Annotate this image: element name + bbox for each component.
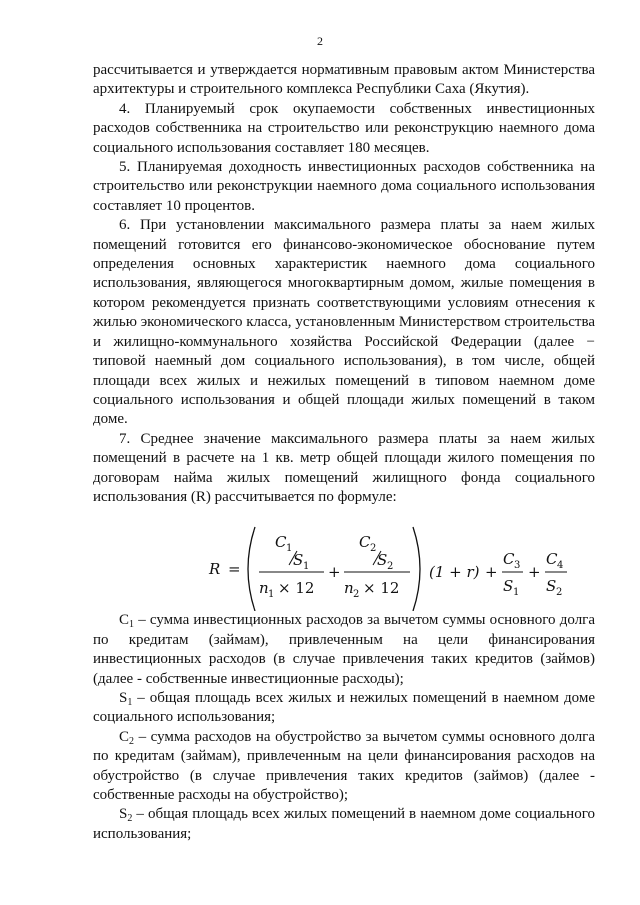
page-number: 2: [317, 34, 323, 48]
formula-s2-sub: 2: [387, 561, 394, 573]
formula-n2: n: [344, 579, 354, 598]
definition-symbol: С: [119, 612, 130, 629]
formula-plus-b: +: [485, 563, 498, 582]
definition-symbol: S: [119, 806, 128, 823]
formula-times12-a: × 12: [278, 579, 315, 598]
paragraph-item-6: 6. При установлении максимального размера платы за наем жилых помещений готовится его финансово-экономическое обоснование путем определения основных характеристик наемного дома социального использования, являющегося многоквартирным домом, жилые помещения в котором рекомендуется признать соответствующими условиям отнесения к жилью экономического класса, установленным Министерством строительства и жилищно-коммунального хозяйства Российской Федерации (далее − типовой наемный дом социального использования), в том числе, общей площади всех жилых и нежилых помещений в типовом наемном доме социального использования и общей площади жилых помещений в таком доме.: [93, 217, 595, 428]
formula-equals: =: [228, 560, 241, 579]
formula-n1: n: [259, 579, 269, 598]
formula-c2-sub: 2: [370, 543, 377, 555]
definition-symbol: С: [119, 728, 130, 745]
formula-rate-term: (1 + r): [429, 563, 480, 582]
formula-c4-sub: 4: [557, 560, 564, 572]
definition-s2: [93, 805, 595, 844]
formula-s1b-sub: 1: [513, 587, 520, 599]
formula-times12-b: × 12: [363, 579, 400, 598]
formula-graphic: [93, 507, 595, 611]
formula-s1-sub: 1: [303, 561, 310, 573]
definition-subscript: 1: [129, 619, 135, 631]
rent-formula: [93, 507, 595, 611]
formula-s1b: S: [503, 577, 514, 596]
definition-text: – общая площадь всех жилых помещений в наемном доме социального использования;: [93, 806, 595, 842]
formula-c4: C: [546, 550, 558, 569]
formula-plus-a: +: [328, 563, 341, 582]
definition-subscript: 1: [127, 696, 133, 708]
big-right-paren: [413, 527, 420, 611]
paragraph-item-7: 7. Среднее значение максимального размера платы за наем жилых помещений в расчете на 1 кв. метр общей площади жилого помещения по договорам найма жилых помещений жилищного фонда социального использования (R) рассчитывается по формуле:: [93, 430, 595, 505]
definition-text: – сумма расходов на обустройство за вычетом суммы основного долга по кредитам (займам), привлеченным на цели финансирования расходов на обустройство (в случае привлечения таких кредитов (займов) (далее - собственные расходы на обустройство);: [93, 728, 595, 803]
document-body: [93, 61, 595, 844]
formula-s2: S: [377, 551, 388, 570]
formula-c3-sub: 3: [514, 560, 521, 572]
definition-c1: [93, 611, 595, 689]
formula-c1: C: [275, 533, 287, 552]
formula-s2b-sub: 2: [556, 587, 563, 599]
formula-n1-sub: 1: [268, 589, 275, 601]
definition-symbol: S: [119, 689, 128, 706]
paragraph-continuation: рассчитывается и утверждается нормативным правовым актом Министерства архитектуры и строительного комплекса Республики Саха (Якутия).: [93, 62, 595, 98]
definition-text: – сумма инвестиционных расходов за вычетом суммы основного долга по кредитам (займам), привлеченным на цели финансирования инвестиционных расходов (в случае привлечения таких кредитов (займов) (далее - собственные инвестиционные расходы);: [93, 612, 595, 687]
paragraph-item-5: 5. Планируемая доходность инвестиционных расходов собственника на строительство или реконструкции наемного дома социального использования составляет 10 процентов.: [93, 159, 595, 214]
big-left-paren: [248, 527, 255, 611]
formula-s2b: S: [546, 577, 557, 596]
formula-c1-sub: 1: [286, 543, 293, 555]
formula-n2-sub: 2: [353, 589, 360, 601]
formula-plus-c: +: [528, 563, 541, 582]
formula-c3: C: [503, 550, 515, 569]
definition-c2: [93, 728, 595, 806]
definition-subscript: 2: [127, 813, 133, 825]
formula-lhs: R: [209, 560, 221, 579]
paragraph-item-4: 4. Планируемый срок окупаемости собственных инвестиционных расходов собственника на строительство или реконструкцию наемного дома социального использования составляет 180 месяцев.: [93, 100, 595, 156]
definition-s1: [93, 689, 595, 728]
definition-text: – общая площадь всех жилых и нежилых помещений в наемном доме социального использования;: [93, 689, 595, 726]
definition-subscript: 2: [129, 735, 135, 747]
formula-s1: S: [293, 551, 304, 570]
formula-c2: C: [359, 533, 371, 552]
